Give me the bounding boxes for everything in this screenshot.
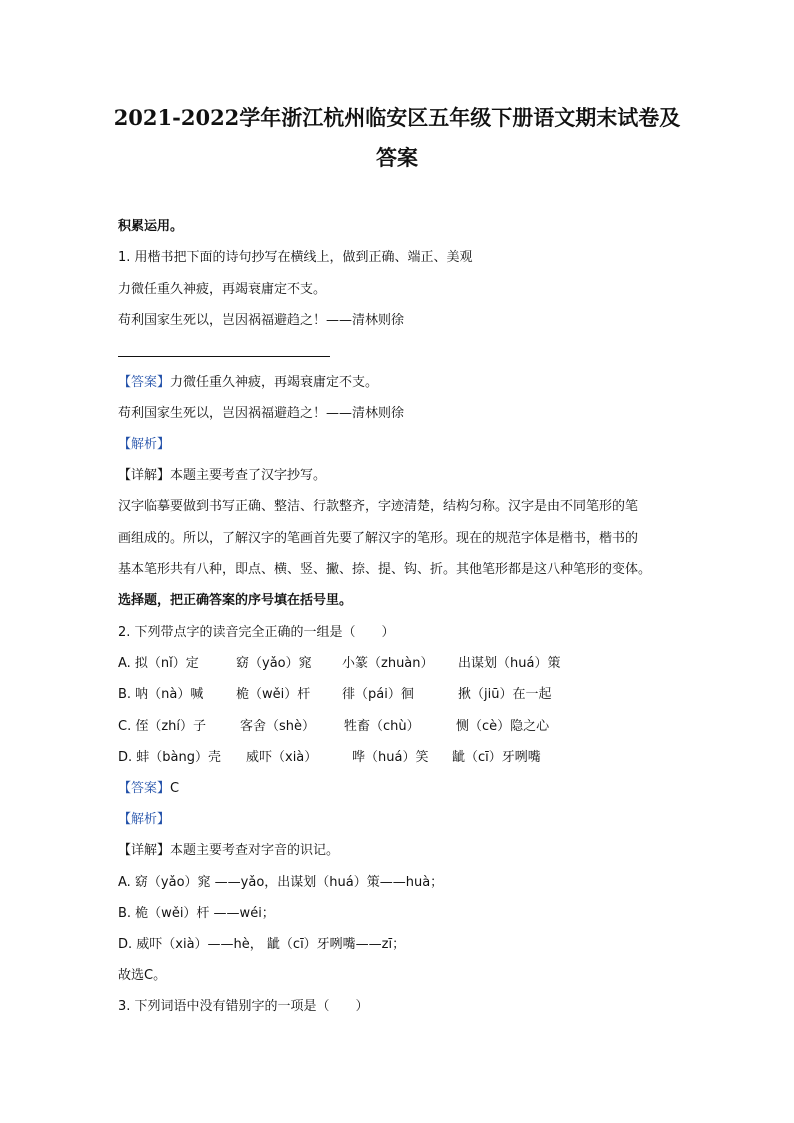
detail-text: 本题主要考查了汉字抄写。 (170, 468, 327, 483)
answer-text-line-1: 力微任重久神疲，再竭衰庸定不支。 (170, 375, 379, 390)
section-heading-accumulation: 积累运用。 (118, 219, 184, 234)
detail-tag: 【详解】 (118, 468, 171, 483)
explanation-paragraph-line-2: 画组成的。所以，了解汉字的笔画首先要了解汉字的笔形。现在的规范字体是楷书，楷书的 (118, 531, 639, 546)
document-title-line-1: 2021-2022学年浙江杭州临安区五年级下册语文期末试卷及 (113, 105, 681, 130)
option-a-item-3: 小篆（zhuàn） (342, 656, 434, 671)
option-c-item-2: 客舍（shè） (240, 719, 316, 734)
question-1-answer-line-2: 苟利国家生死以，岂因祸福避趋之！——清林则徐 (118, 406, 405, 421)
option-c-item-3: 牲畜（chù） (344, 719, 420, 734)
answer-tag: 【答案】 (118, 375, 171, 390)
option-a-item-2: 窈（yǎo）窕 (236, 656, 312, 671)
question-1-answer (118, 374, 378, 392)
option-d-item-3: 哗（huá）笑 (352, 750, 429, 765)
option-b-item-2: 桅（wěi）杆 (236, 687, 311, 702)
option-c-item-4: 恻（cè）隐之心 (456, 719, 550, 734)
document-title-line-2: 答案 (376, 145, 418, 170)
section-heading-multiple-choice: 选择题，把正确答案的序号填在括号里。 (118, 593, 353, 608)
option-d-item-2: 威吓（xià） (246, 750, 318, 765)
question-2-stem: 2. 下列带点字的读音完全正确的一组是（ ） (118, 625, 395, 640)
explanation-paragraph-line-1: 汉字临摹要做到书写正确、整洁、行款整齐，字迹清楚，结构匀称。汉字是由不同笔形的笔 (118, 499, 639, 514)
option-b-item-4: 揪（jiū）在一起 (458, 687, 552, 702)
question-2-detail (118, 842, 339, 860)
option-a-item-4: 出谋划（huá）策 (458, 656, 561, 671)
question-2-option-b (118, 686, 551, 704)
option-b-item-1: B. 呐（nà）喊 (118, 687, 204, 702)
answer-value: C (170, 781, 180, 796)
option-d-item-4: 龇（cī）牙咧嘴 (452, 750, 541, 765)
question-1-poem-line-1: 力微任重久神疲，再竭衰庸定不支。 (118, 282, 327, 297)
analysis-tag: 【解析】 (118, 812, 171, 827)
question-2-option-c (118, 718, 549, 736)
question-2-option-a (118, 655, 560, 673)
detail-tag: 【详解】 (118, 843, 171, 858)
explanation-line-a: A. 窈（yǎo）窕 ——yǎo，出谋划（huá）策——huà； (118, 875, 444, 890)
question-2-answer (118, 780, 179, 798)
analysis-tag: 【解析】 (118, 437, 171, 452)
question-2-option-d (118, 749, 541, 767)
option-b-item-3: 徘（pái）徊 (342, 687, 414, 702)
option-c-item-1: C. 侄（zhí）子 (118, 719, 207, 734)
detail-text: 本题主要考查对字音的识记。 (170, 843, 340, 858)
question-1-stem: 1. 用楷书把下面的诗句抄写在横线上，做到正确、端正、美观 (118, 250, 473, 265)
explanation-line-d: D. 威吓（xià）——hè， 龇（cī）牙咧嘴——zī； (118, 937, 406, 952)
explanation-paragraph-line-3: 基本笔形共有八种，即点、横、竖、撇、捺、提、钩、折。其他笔形都是这八种笔形的变体。 (118, 562, 652, 577)
question-1-poem-line-2: 苟利国家生死以，岂因祸福避趋之！——清林则徐 (118, 313, 405, 328)
answer-blank-line (118, 356, 330, 357)
question-1-detail (118, 467, 326, 485)
question-2-conclusion: 故选C。 (118, 968, 167, 983)
option-a-item-1: A. 拟（nǐ）定 (118, 656, 199, 671)
explanation-line-b: B. 桅（wěi）杆 ——wéi； (118, 906, 275, 921)
answer-tag: 【答案】 (118, 781, 171, 796)
question-3-stem: 3. 下列词语中没有错别字的一项是（ ） (118, 999, 369, 1014)
option-d-item-1: D. 蚌（bàng）壳 (118, 750, 221, 765)
